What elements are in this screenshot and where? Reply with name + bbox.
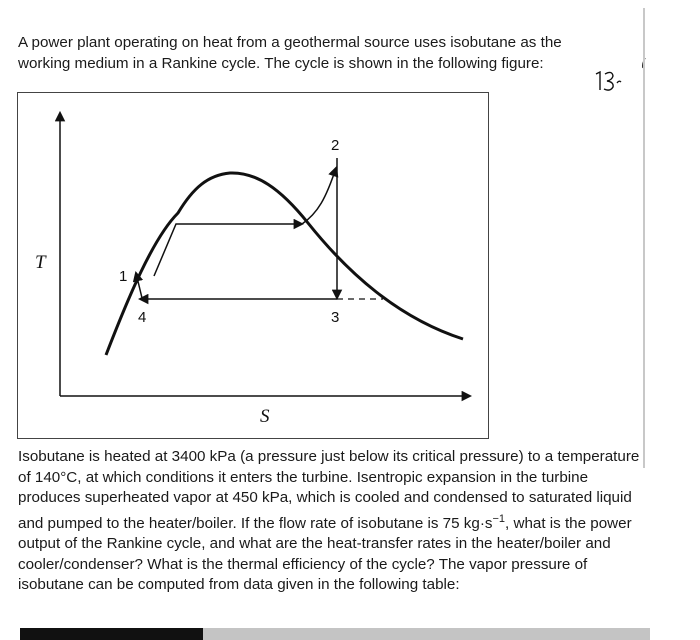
scroll-progress-bar[interactable] <box>20 628 650 640</box>
scroll-progress-fill <box>20 628 203 640</box>
point-label-2: 2 <box>331 137 340 154</box>
point-label-3: 3 <box>331 309 340 326</box>
point-label-4: 4 <box>138 309 147 326</box>
cycle-boiler-line <box>154 224 302 276</box>
problem-text-part1: Isobutane is heated at 3400 kPa (a pressure just below its critical pressure) to a temperature of 140°C, at which conditions it enters the turbine. Isentropic expansion in the turbine produces superheated vapor at 450 kPa, which is cooled and condensed to saturated liquid and pumped to the heater/boiler. If the flow rate of isobutane is 75 kg·s <box>18 448 640 532</box>
ts-diagram <box>18 93 490 440</box>
problem-text-part2: , what is the power output of the Rankine cycle, and what are the heat-transfer rates in the heater/boiler and cooler/condenser? What is the thermal efficiency of the cycle? The vapor pressure of isobutane can be computed from data given in the following table: <box>18 514 632 594</box>
problem-intro: A power plant operating on heat from a geothermal source uses isobutane as the working medium in a Rankine cycle. The cycle is shown in the following figure: <box>18 34 562 72</box>
cycle-superheat-line <box>302 168 336 224</box>
ts-diagram-figure <box>17 92 489 439</box>
exponent: −1 <box>492 512 506 525</box>
axis-x-label: S <box>260 406 270 427</box>
point-label-1: 1 <box>119 268 128 285</box>
page-divider <box>643 8 645 468</box>
axis-y-label: T <box>35 252 46 273</box>
handwritten-annotation <box>590 52 670 97</box>
problem-statement <box>18 447 643 596</box>
